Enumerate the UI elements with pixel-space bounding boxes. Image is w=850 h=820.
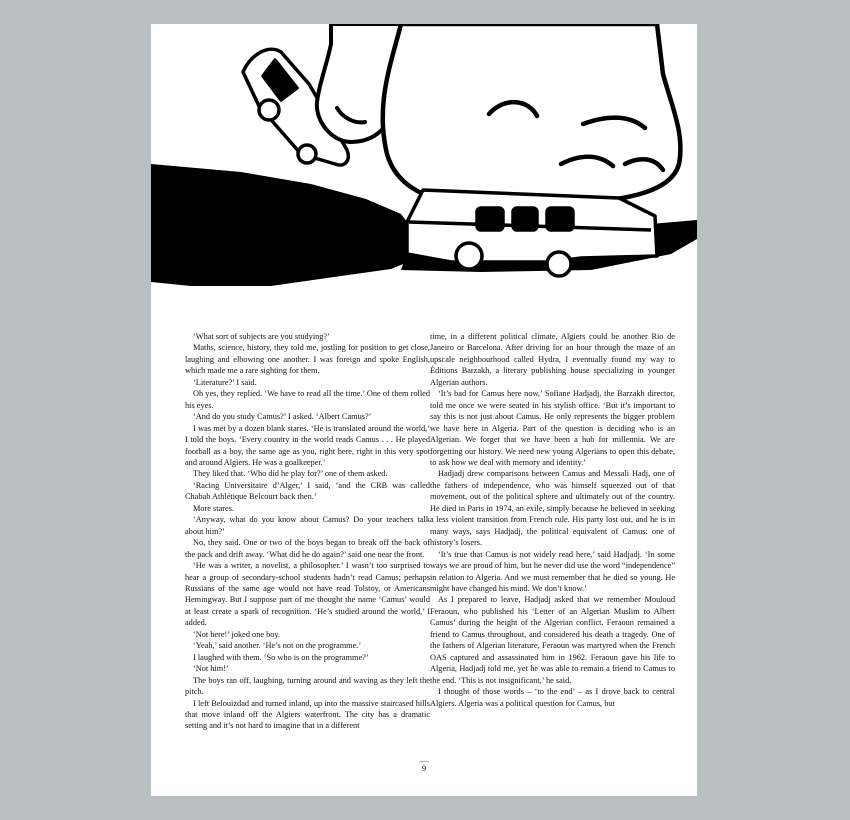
- paragraph: The boys ran off, laughing, turning around and waving as they left the pitch.: [185, 675, 430, 697]
- paragraph: ‘Not him!’: [193, 664, 229, 674]
- paragraph: No, they said. One or two of the boys began to break off the back of the pack and drift away. ‘What did he do again?’ said one near the front.: [185, 538, 430, 559]
- paragraph: ‘It’s bad for Camus here now,’ Sofiane Hadjadj, the Barzakh director, told me once we were seated in his stylish office. ‘But it’s important to say this is not just about Camus. He only represents the bigger problem we have here in Algeria. Part of the question is deciding who is an Algerian. We forget that we have been a hub for millennia. We are forgetting our history. We need new young Algerians to open this debate, to ask how we deal with memory and identity.’: [430, 389, 675, 467]
- paragraph: They liked that. ‘Who did he play for?’ one of them asked.: [193, 469, 388, 479]
- paragraph: I thought of those words – ‘to the end’ – as I drove back to central Algiers. Algeria was a political question for Camus, but: [430, 687, 675, 708]
- paragraph: ‘Yeah,’ said another. ‘He’s not on the programme.’: [193, 641, 362, 651]
- paragraph: I left Belouizdad and turned inland, up into the massive staircased hills that move inland off the Algiers waterfront. The city has a dramatic setting and it’s not hard to imagine that in a different: [185, 698, 430, 731]
- paragraph: As I prepared to leave, Hadjadj asked that we remember Mouloud Feraoun, who published his ‘Letter of an Algerian Muslim to Albert Camus’ during the height of the Algerian conflict. Feraoun remained a friend to Camus throughout, and considered his death a tragedy. One of the fathers of Algerian literature, Feraoun was martyred when the French OAS captured and assassinated him in 1962. Feraoun gave his life to Algeria, Hadjadj told me, yet he was able to remain a friend to Camus to the end. ‘This is not insignificant,’ he said.: [430, 595, 675, 685]
- paragraph: More stares.: [193, 503, 235, 513]
- road-shadow: [151, 164, 416, 286]
- paragraph: ‘Not here!’ joked one boy.: [193, 629, 281, 639]
- giant-feet-crushing-cars-illustration: [151, 24, 697, 324]
- paragraph: ‘Literature?’ I said.: [193, 377, 257, 387]
- page-number-rule: [419, 761, 429, 762]
- paragraph: Hadjadj drew comparisons between Camus and Messali Hadj, one of the fathers of independence, who was himself squeezed out of that movement, out of the political sphere and ultimately out of the country. He died in Paris in 1974, an exile, simply because he believed in seeking a less violent transition from French rule. His party lost out, and he is in many ways, says Hadjadj, the political equivalent of Camus: one of history’s losers.: [430, 469, 675, 548]
- paragraph: time, in a different political climate, Algiers could be another Rio de Janeiro or Barcelona. After driving for an hour through the maze of an upscale neighbourhood called Hydra, I eventually found my way to Éditions Barzakh, a literary publishing house specializing in younger Algerian authors.: [430, 332, 675, 387]
- paragraph: ‘It’s true that Camus is not widely read here,’ said Hadjadj. ‘In some ways we are proud of him, but he never did use the word “independence” in relation to Algeria. And we must remember that he died so young. He might have changed his mind. We don’t know.’: [430, 549, 675, 593]
- paragraph: ‘What sort of subjects are you studying?’: [193, 332, 330, 341]
- page-number: 9: [422, 764, 426, 773]
- left-text-column: [185, 331, 430, 732]
- magazine-page: [151, 24, 697, 796]
- right-foot-shape: [383, 24, 681, 204]
- paragraph: ‘Anyway, what do you know about Camus? Do your teachers talk about him?’: [185, 515, 430, 536]
- paragraph: Oh yes, they replied. ‘We have to read all the time.’ One of them rolled his eyes.: [185, 389, 430, 410]
- paragraph: ‘And do you study Camus?’ I asked. ‘Albert Camus?’: [193, 412, 372, 422]
- paragraph: Maths, science, history, they told me, jostling for position to get close, laughing and elbowing one another. I was foreign and spoke English, which made me a rare sighting for them.: [185, 343, 430, 376]
- right-text-column: [430, 331, 675, 709]
- paragraph: I was met by a dozen blank stares. ‘He is translated around the world,’ I told the boys. ‘Every country in the world reads Camus . . . He played football as a boy, the same age as you, right here, right in this very spot and around Algiers. He was a goalkeeper.’: [185, 423, 430, 467]
- paragraph: ‘Racing Universitaire d’Alger,’ I said, ‘and the CRB was called Chabab Athlétique Belcourt back then.’: [185, 480, 430, 502]
- paragraph: ‘He was a writer, a novelist, a philosopher.’ I wasn’t too surprised to hear a group of secondary-school students hadn’t read Camus; perhaps Russians of the same age would not have read Tolstoy, or Americans Hemingway. But I suppose part of me thought the name ‘Camus’ would at least create a spark of recognition. ‘He’s studied around the world,’ I added.: [185, 561, 430, 628]
- paragraph: I laughed with them. ‘So who is on the programme?’: [193, 652, 369, 662]
